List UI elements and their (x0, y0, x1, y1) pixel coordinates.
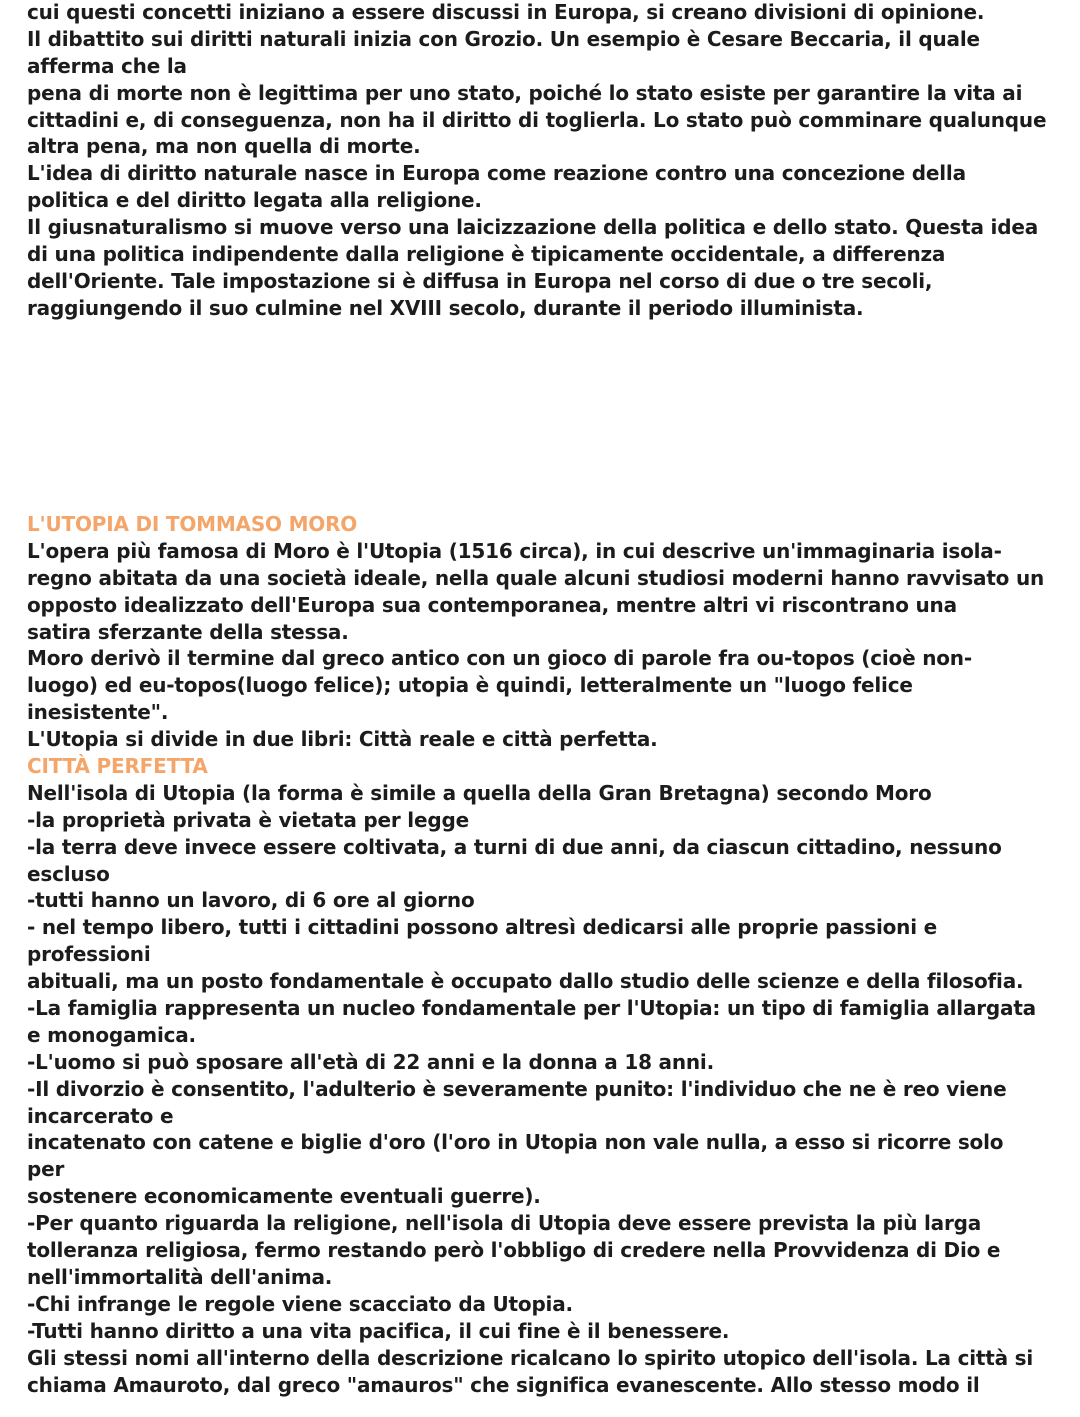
text-line: incatenato con catene e biglie d'oro (l'oro in Utopia non vale nulla, a esso si ricorre solo (27, 1130, 1004, 1155)
text-line: L'opera più famosa di Moro è l'Utopia (1516 circa), in cui descrive un'immaginaria isola- (27, 538, 1002, 563)
text-line: di una politica indipendente dalla religione è tipicamente occidentale, a differenza (27, 242, 946, 267)
text-line: - nel tempo libero, tutti i cittadini possono altresì dedicarsi alle proprie passioni e (27, 915, 937, 940)
text-line: -tutti hanno un lavoro, di 6 ore al giorno (27, 888, 475, 913)
text-line: -la terra deve invece essere coltivata, a turni di due anni, da ciascun cittadino, nessuno (27, 834, 1002, 859)
text-line: cui questi concetti iniziano a essere discussi in Europa, si creano divisioni di opinione. (27, 0, 985, 24)
text-line: L'Utopia si divide in due libri: Città reale e città perfetta. (27, 727, 658, 752)
text-line: satira sferzante della stessa. (27, 619, 349, 644)
text-line: -Chi infrange le regole viene scacciato da Utopia. (27, 1291, 573, 1316)
text-line: sostenere economicamente eventuali guerre). (27, 1184, 541, 1209)
text-line: -Tutti hanno diritto a una vita pacifica, il cui fine è il benessere. (27, 1318, 730, 1343)
text-line: opposto idealizzato dell'Europa sua contemporanea, mentre altri vi riscontrano una (27, 592, 957, 617)
text-line: regno abitata da una società ideale, nella quale alcuni studiosi moderni hanno ravvisato un (27, 565, 1045, 590)
text-line: altra pena, ma non quella di morte. (27, 134, 421, 159)
subsection-heading: CITTÀ PERFETTA (27, 754, 208, 779)
text-line: luogo) ed eu-topos(luogo felice); utopia è quindi, letteralmente un "luogo felice (27, 673, 913, 698)
text-line: Nell'isola di Utopia (la forma è simile a quella della Gran Bretagna) secondo Moro (27, 780, 932, 805)
text-line: -Il divorzio è consentito, l'adulterio è severamente punito: l'individuo che ne è reo viene (27, 1076, 1007, 1101)
utopia-section (27, 511, 1067, 1398)
text-line: politica e del diritto legata alla religione. (27, 188, 482, 213)
text-line: Gli stessi nomi all'interno della descrizione ricalcano lo spirito utopico dell'isola. La città si (27, 1345, 1034, 1370)
text-line: escluso (27, 861, 110, 886)
text-line: afferma che la (27, 53, 187, 78)
text-line: chiama Amauroto, dal greco "amauros" che significa evanescente. Allo stesso modo il (27, 1372, 980, 1397)
text-line: professioni (27, 942, 151, 967)
text-line: per (27, 1157, 65, 1182)
text-line: pena di morte non è legittima per uno stato, poiché lo stato esiste per garantire la vita ai (27, 80, 1023, 105)
text-line: -L'uomo si può sposare all'età di 22 anni e la donna a 18 anni. (27, 1049, 714, 1074)
text-line: raggiungendo il suo culmine nel XVIII secolo, durante il periodo illuminista. (27, 295, 864, 320)
text-line: Il dibattito sui diritti naturali inizia con Grozio. Un esempio è Cesare Beccaria, il quale (27, 26, 980, 51)
text-line: Il giusnaturalismo si muove verso una laicizzazione della politica e dello stato. Questa idea (27, 215, 1038, 240)
section-heading: L'UTOPIA DI TOMMASO MORO (27, 512, 358, 536)
giusnaturalismo-section (27, 0, 1067, 322)
text-line: cittadini e, di conseguenza, non ha il diritto di toglierla. Lo stato può comminare qualunque (27, 107, 1047, 132)
text-line: tolleranza religiosa, fermo restando però l'obbligo di credere nella Provvidenza di Dio e (27, 1238, 1001, 1263)
text-line: inesistente". (27, 700, 169, 725)
text-line: Moro derivò il termine dal greco antico con un gioco di parole fra ou-topos (cioè non- (27, 646, 972, 671)
text-line: e monogamica. (27, 1022, 196, 1047)
text-line: incarcerato e (27, 1103, 174, 1128)
text-line: -la proprietà privata è vietata per legge (27, 807, 469, 832)
text-line: L'idea di diritto naturale nasce in Europa come reazione contro una concezione della (27, 161, 966, 186)
text-line: nell'immortalità dell'anima. (27, 1264, 333, 1289)
text-line: -Per quanto riguarda la religione, nell'isola di Utopia deve essere prevista la più larga (27, 1211, 982, 1236)
text-line: dell'Oriente. Tale impostazione si è diffusa in Europa nel corso di due o tre secoli, (27, 268, 933, 293)
text-line: -La famiglia rappresenta un nucleo fondamentale per l'Utopia: un tipo di famiglia allargata (27, 996, 1036, 1021)
text-line: abituali, ma un posto fondamentale è occupato dallo studio delle scienze e della filosofia. (27, 969, 1024, 994)
